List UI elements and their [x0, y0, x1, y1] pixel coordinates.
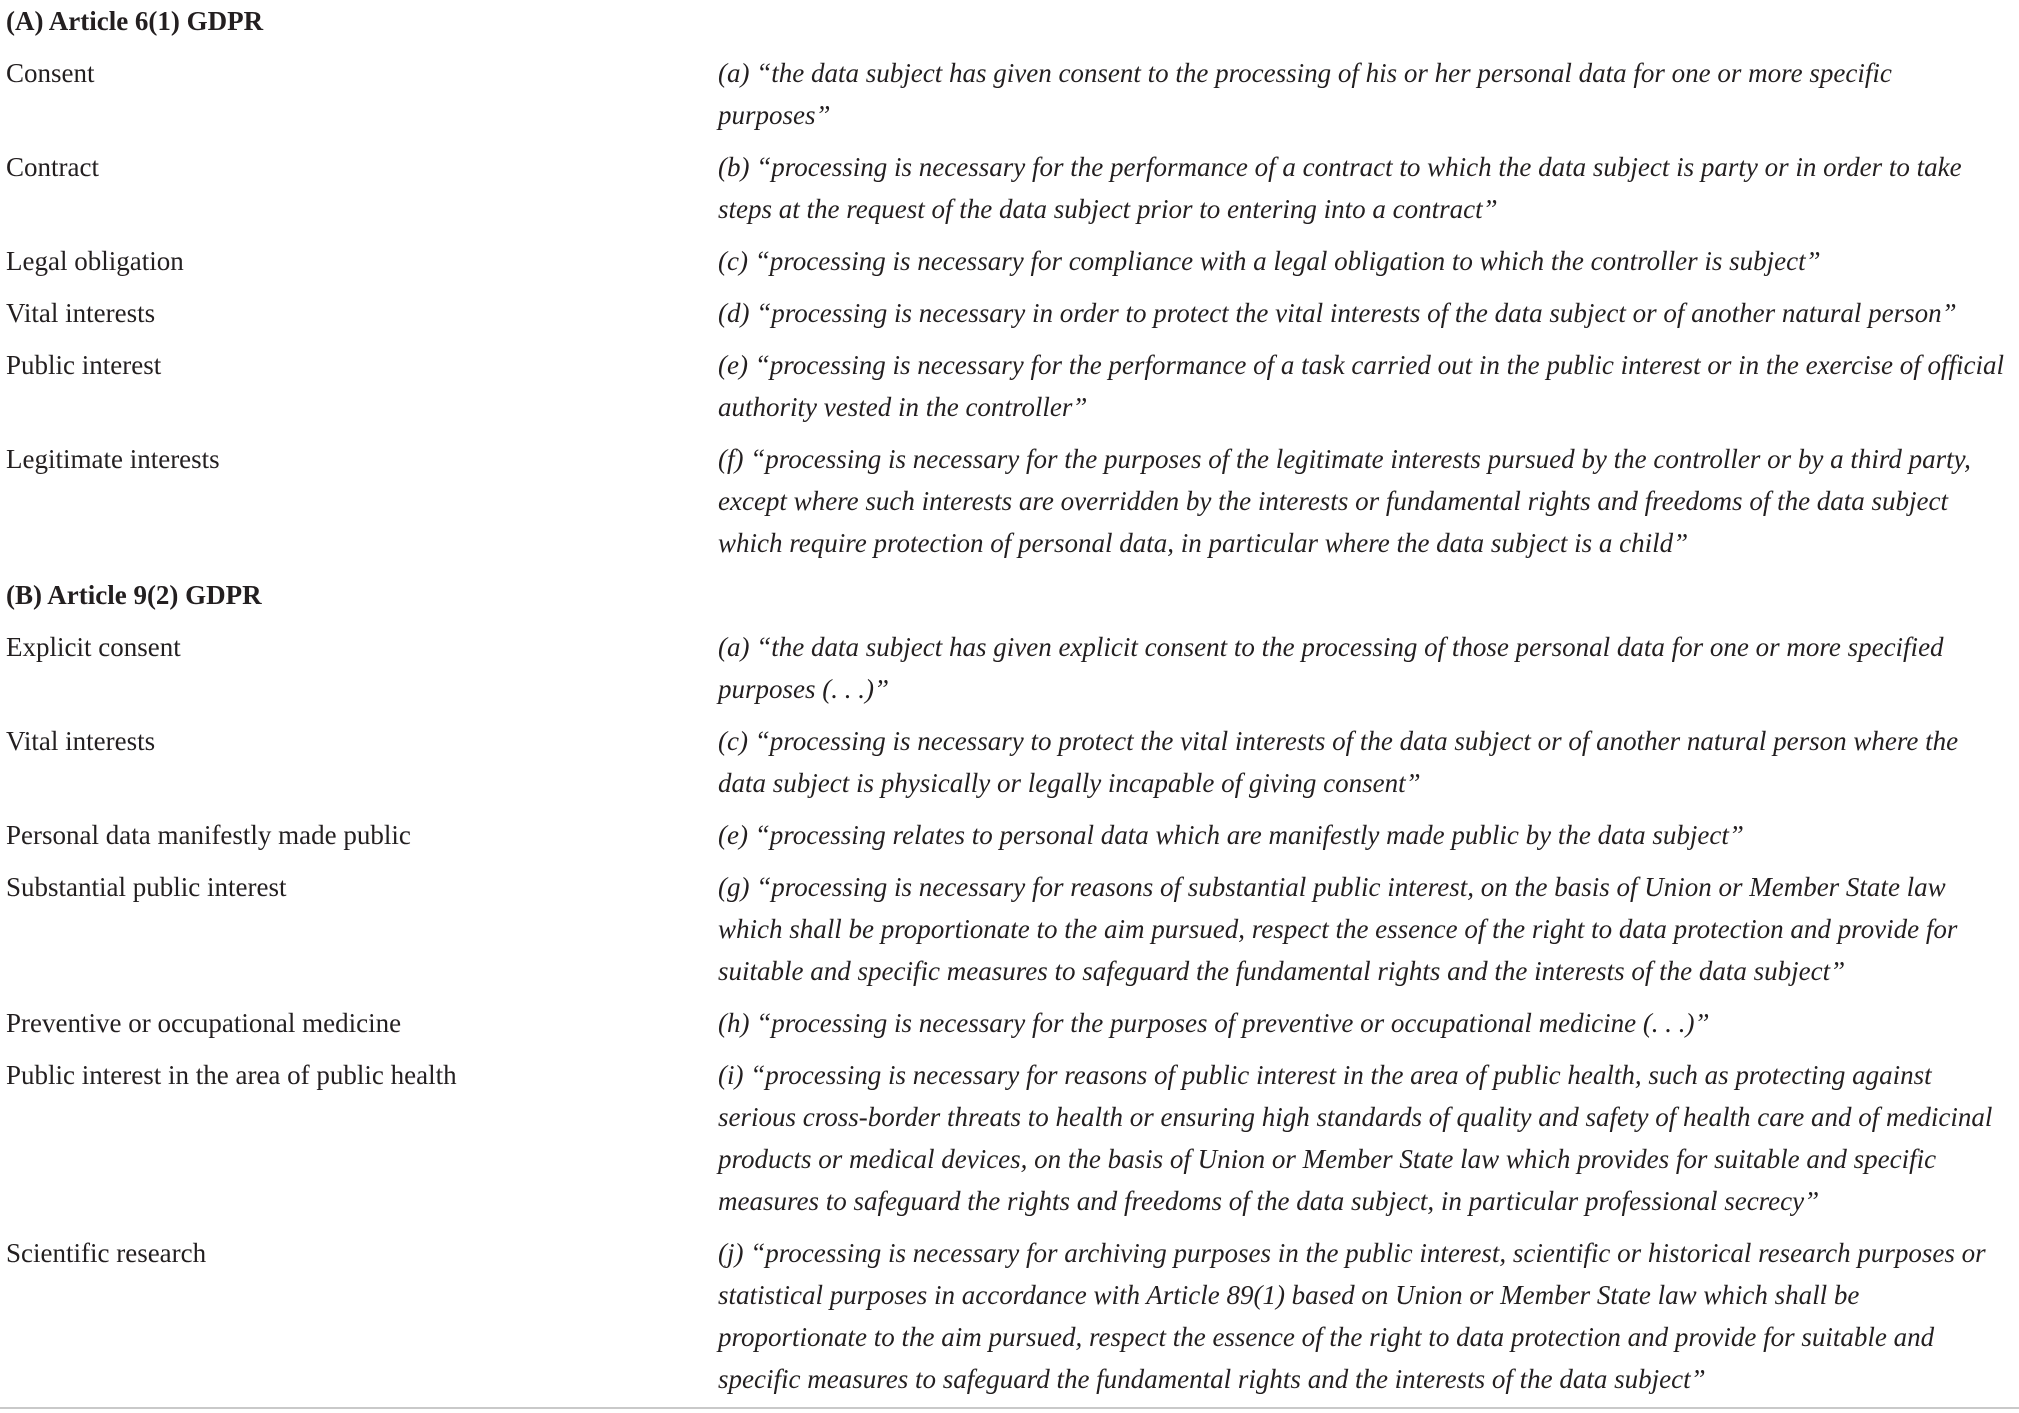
row-label: Legitimate interests [6, 444, 220, 474]
row-label: Personal data manifestly made public [6, 820, 411, 850]
row-quote: (e) “processing relates to personal data which are manifestly made public by the data subject” [718, 820, 1744, 850]
row-label: Public interest [6, 350, 162, 380]
section-a-heading: (A) Article 6(1) GDPR [6, 6, 264, 36]
row-quote: (f) “processing is necessary for the purposes of the legitimate interests pursued by the controller or by a third party, except where such interests are overridden by the interests or fundamental rights and freedoms of the data subject which require protection of personal data, in particular where the data subject is a child” [718, 444, 1971, 558]
row-label: Consent [6, 58, 95, 88]
row-label: Scientific research [6, 1238, 207, 1268]
row-quote: (b) “processing is necessary for the performance of a contract to which the data subject is party or in order to take steps at the request of the data subject prior to entering into a contract” [718, 152, 1962, 224]
table-row [6, 146, 2011, 240]
table-row [6, 292, 2011, 344]
table-row [6, 1232, 2011, 1410]
row-quote: (c) “processing is necessary for compliance with a legal obligation to which the controller is subject” [718, 246, 1821, 276]
section-a-heading-row [6, 0, 2011, 52]
row-quote: (a) “the data subject has given explicit consent to the processing of those personal data for one or more specified purposes (. . .)” [718, 632, 1944, 704]
row-quote: (i) “processing is necessary for reasons of public interest in the area of public health, such as protecting against serious cross-border threats to health or ensuring high standards of quality and safety of health care and of medicinal products or medical devices, on the basis of Union or Member State law which provides for suitable and specific measures to safeguard the rights and freedoms of the data subject, in particular professional secrecy” [718, 1060, 1993, 1216]
row-quote: (d) “processing is necessary in order to protect the vital interests of the data subject or of another natural person” [718, 298, 1957, 328]
section-b-heading-row [6, 574, 2011, 626]
table-row [6, 344, 2011, 438]
row-quote: (h) “processing is necessary for the purposes of preventive or occupational medicine (. . .)” [718, 1008, 1710, 1038]
row-label: Contract [6, 152, 99, 182]
row-label: Vital interests [6, 298, 156, 328]
row-quote: (e) “processing is necessary for the performance of a task carried out in the public interest or in the exercise of official authority vested in the controller” [718, 350, 2005, 422]
row-label: Preventive or occupational medicine [6, 1008, 402, 1038]
table-row [6, 52, 2011, 146]
table-row [6, 1054, 2011, 1232]
row-label: Public interest in the area of public health [6, 1060, 457, 1090]
table-row [6, 240, 2011, 292]
section-b-heading: (B) Article 9(2) GDPR [6, 580, 262, 610]
row-quote: (j) “processing is necessary for archiving purposes in the public interest, scientific or historical research purposes or statistical purposes in accordance with Article 89(1) based on Union or Member State law which shall be proportionate to the aim pursued, respect the essence of the right to data protection and provide for suitable and specific measures to safeguard the fundamental rights and the interests of the data subject” [718, 1238, 1986, 1394]
row-label: Explicit consent [6, 632, 181, 662]
row-label: Substantial public interest [6, 872, 287, 902]
table-row [6, 1002, 2011, 1054]
table-row [6, 720, 2011, 814]
table-row [6, 626, 2011, 720]
table-row [6, 438, 2011, 574]
row-quote: (g) “processing is necessary for reasons of substantial public interest, on the basis of Union or Member State law which shall be proportionate to the aim pursued, respect the essence of the right to data protection and provide for suitable and specific measures to safeguard the fundamental rights and the interests of the data subject” [718, 872, 1958, 986]
gdpr-legal-bases-table [6, 0, 2011, 1410]
row-label: Legal obligation [6, 246, 184, 276]
table-row [6, 814, 2011, 866]
table-bottom-rule [0, 1407, 2019, 1409]
row-label: Vital interests [6, 726, 156, 756]
row-quote: (a) “the data subject has given consent to the processing of his or her personal data for one or more specific purposes” [718, 58, 1892, 130]
table-row [6, 866, 2011, 1002]
row-quote: (c) “processing is necessary to protect the vital interests of the data subject or of another natural person where the data subject is physically or legally incapable of giving consent” [718, 726, 1959, 798]
